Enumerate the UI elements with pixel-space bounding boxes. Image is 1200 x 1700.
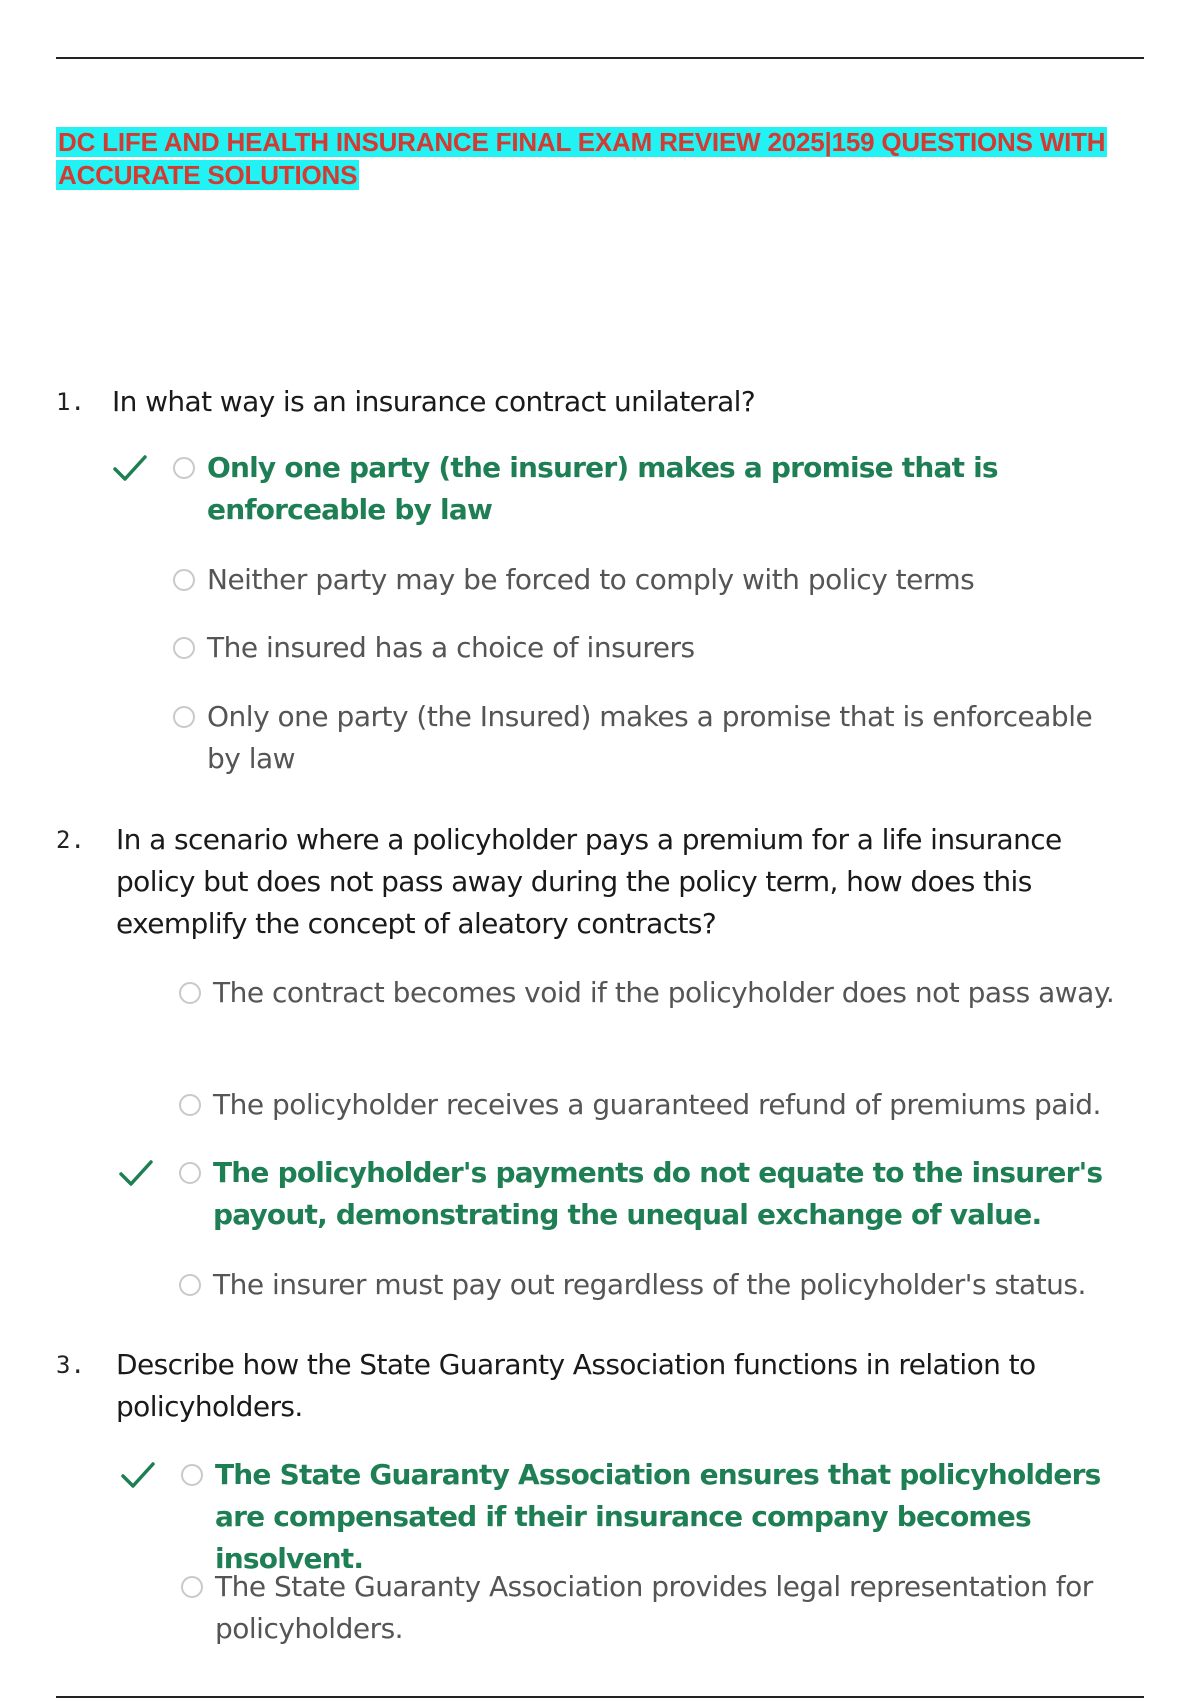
- radio-icon[interactable]: [173, 569, 195, 591]
- radio-icon[interactable]: [179, 982, 201, 1004]
- question-text: Describe how the State Guaranty Association functions in relation to policyholders.: [116, 1348, 1036, 1423]
- radio-icon[interactable]: [179, 1162, 201, 1184]
- answer-option[interactable]: [179, 972, 1139, 1014]
- answer-option[interactable]: [179, 1084, 1139, 1126]
- question-text: In what way is an insurance contract unilateral?: [112, 385, 756, 418]
- answer-option[interactable]: [181, 1566, 1141, 1650]
- radio-icon[interactable]: [179, 1094, 201, 1116]
- answer-option[interactable]: [179, 1152, 1139, 1236]
- answer-option[interactable]: [173, 627, 1133, 669]
- radio-icon[interactable]: [179, 1274, 201, 1296]
- answer-option[interactable]: [173, 559, 1133, 601]
- checkmark-icon: [111, 447, 151, 489]
- option-text: Only one party (the insurer) makes a promise that is enforceable by law: [207, 451, 998, 526]
- radio-icon[interactable]: [181, 1464, 203, 1486]
- question-text: In a scenario where a policyholder pays a premium for a life insurance policy but does not pass away during the policy term, how does this exemplify the concept of aleatory contracts?: [116, 823, 1062, 940]
- question-number: 3.: [56, 1351, 85, 1379]
- option-text: Only one party (the Insured) makes a promise that is enforceable by law: [207, 700, 1093, 775]
- answer-option[interactable]: [173, 696, 1133, 780]
- answer-option[interactable]: [173, 447, 1133, 531]
- option-text: The policyholder's payments do not equate to the insurer's payout, demonstrating the unequal exchange of value.: [213, 1156, 1103, 1231]
- answer-option[interactable]: [181, 1454, 1141, 1580]
- document-title-text: DC LIFE AND HEALTH INSURANCE FINAL EXAM REVIEW 2025|159 QUESTIONS WITH ACCURATE SOLUTIONS: [58, 127, 1106, 190]
- option-text: The contract becomes void if the policyholder does not pass away.: [213, 976, 1115, 1009]
- option-text: The State Guaranty Association provides legal representation for policyholders.: [215, 1570, 1093, 1645]
- top-rule: [56, 57, 1144, 59]
- option-text: The insurer must pay out regardless of the policyholder's status.: [213, 1268, 1086, 1301]
- checkmark-icon: [119, 1454, 159, 1496]
- radio-icon[interactable]: [173, 637, 195, 659]
- document-title: [56, 126, 1146, 192]
- radio-icon[interactable]: [173, 706, 195, 728]
- bottom-rule: [56, 1696, 1144, 1698]
- question-number: 2.: [56, 826, 85, 854]
- radio-icon[interactable]: [181, 1576, 203, 1598]
- option-text: The policyholder receives a guaranteed refund of premiums paid.: [213, 1088, 1101, 1121]
- option-text: The State Guaranty Association ensures that policyholders are compensated if their insurance company becomes insolvent.: [215, 1458, 1101, 1575]
- radio-icon[interactable]: [173, 457, 195, 479]
- checkmark-icon: [117, 1152, 157, 1194]
- option-text: Neither party may be forced to comply with policy terms: [207, 563, 975, 596]
- answer-option[interactable]: [179, 1264, 1139, 1306]
- question-number: 1.: [56, 388, 85, 416]
- option-text: The insured has a choice of insurers: [207, 631, 695, 664]
